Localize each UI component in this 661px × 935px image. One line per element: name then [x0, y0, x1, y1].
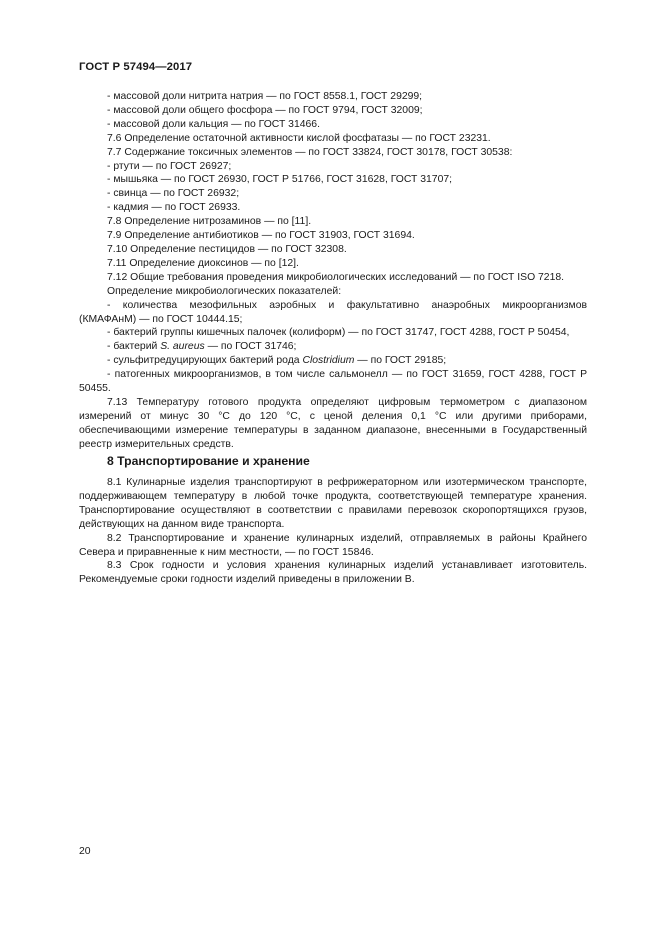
- text-run: - бактерий: [107, 341, 161, 353]
- species-name: S. aureus: [160, 341, 205, 353]
- genus-name: Clostridium: [302, 355, 355, 367]
- list-item: - кадмия — по ГОСТ 26933.: [107, 202, 241, 214]
- list-item-kmafanm-line1: - количества мезофильных аэробных и факультативно анаэробных микроорганизмов: [107, 299, 587, 311]
- clause-7-7: 7.7 Содержание токсичных элементов — по ГОСТ 33824, ГОСТ 30178, ГОСТ 30538:: [107, 146, 513, 158]
- clause-8-3: 8.3 Срок годности и условия хранения кулинарных изделий устанавливает изготовитель. Рекомендуемые сроки годности изделий приведены в приложении В.: [79, 560, 587, 586]
- text-run: - сульфитредуцирующих бактерий рода: [107, 355, 303, 367]
- methods-list: [79, 90, 587, 452]
- section-heading: 8 Транспортирование и хранение: [107, 454, 310, 468]
- document-code-header: ГОСТ Р 57494—2017: [79, 61, 193, 73]
- clause-7-12: 7.12 Общие требования проведения микробиологических исследований — по ГОСТ ISO 7218.: [107, 271, 565, 283]
- clause-7-13: 7.13 Температуру готового продукта определяют цифровым термометром с диапазоном измерений от минус 30 °С до 120 °С, с ценой деления 0,1 °С или другими приборами, обеспечивающими измерение температуры в заданном диапазоне, внесенными в Государственный реестр измерительных средств.: [79, 396, 587, 450]
- list-item: - свинца — по ГОСТ 26932;: [107, 188, 240, 200]
- clause-7-8: 7.8 Определение нитрозаминов — по [11].: [107, 216, 312, 228]
- page-number: 20: [79, 846, 91, 857]
- clause-7-10: 7.10 Определение пестицидов — по ГОСТ 32308.: [107, 243, 347, 255]
- list-item-pathogens-line1: - патогенных микроорганизмов, в том числе сальмонелл — по ГОСТ 31659, ГОСТ 4288, ГОСТ Р: [107, 369, 587, 381]
- list-item-coliform: - бактерий группы кишечных палочек (колиформ) — по ГОСТ 31747, ГОСТ 4288, ГОСТ Р 50454,: [107, 327, 570, 339]
- clause-8-2: 8.2 Транспортирование и хранение кулинарных изделий, отправляемых в районы Крайнего Севера и приравненные к ним местности, — по ГОСТ 15846.: [79, 532, 587, 558]
- text-run: — по ГОСТ 29185;: [354, 355, 447, 367]
- list-item-pathogens-line2: 50455.: [79, 383, 111, 395]
- micro-intro: Определение микробиологических показателей:: [107, 285, 342, 297]
- list-item-kmafanm-line2: (КМАФАнМ) — по ГОСТ 10444.15;: [79, 313, 243, 325]
- list-item: - массовой доли общего фосфора — по ГОСТ 9794, ГОСТ 32009;: [107, 104, 423, 116]
- list-item-saureus: [79, 340, 587, 354]
- list-item: - мышьяка — по ГОСТ 26930, ГОСТ Р 51766, ГОСТ 31628, ГОСТ 31707;: [107, 174, 453, 186]
- clause-7-9: 7.9 Определение антибиотиков — по ГОСТ 31903, ГОСТ 31694.: [107, 230, 415, 242]
- list-item-clostridium: [79, 354, 587, 368]
- clause-7-6: 7.6 Определение остаточной активности кислой фосфатазы — по ГОСТ 23231.: [107, 132, 491, 144]
- text-run: — по ГОСТ 31746;: [204, 341, 297, 353]
- section-8-body: [79, 476, 587, 587]
- list-item: - ртути — по ГОСТ 26927;: [107, 160, 232, 172]
- clause-8-1: 8.1 Кулинарные изделия транспортируют в рефрижераторном или изотермическом транспорте, поддерживающем температуру в любой точке продукта, соответствующей температуре хранения. Транспортирование осуществляют в соответствии с правилами перевозок скоропортящихся грузов, действующих на данном виде транспорта.: [79, 477, 587, 530]
- list-item: - массовой доли нитрита натрия — по ГОСТ 8558.1, ГОСТ 29299;: [107, 91, 423, 102]
- clause-7-11: 7.11 Определение диоксинов — по [12].: [107, 257, 299, 269]
- list-item: - массовой доли кальция — по ГОСТ 31466.: [107, 118, 320, 130]
